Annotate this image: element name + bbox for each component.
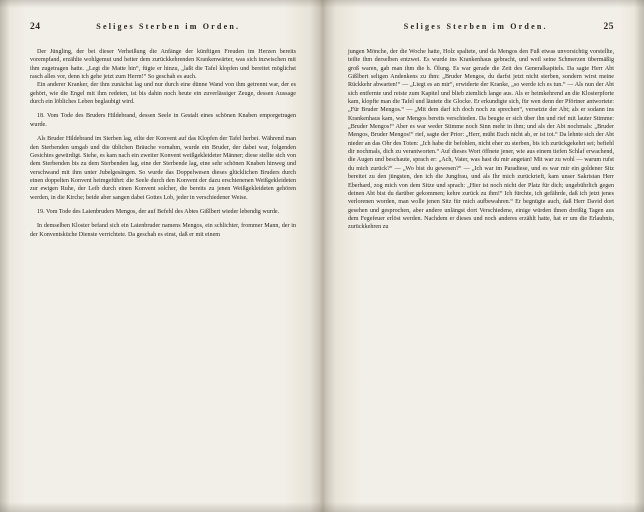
- section-number: 19.: [37, 208, 45, 215]
- right-page: [322, 0, 644, 512]
- left-page-header: [30, 22, 296, 38]
- section-heading-18: [30, 112, 296, 129]
- right-running-title: Seliges Sterben im Orden.: [403, 22, 548, 31]
- section-number: 18.: [37, 113, 45, 120]
- left-running-title: Seliges Sterben im Orden.: [96, 22, 241, 31]
- paragraph: jungen Mönche, der die Woche hatte, Holz spaltete, und da Mengos den Fuß etwas unvorsichtig vorstellte, teilte ihm derselben entzwei. Es wurde ins Krankenhaus gebracht, und weil seine Schmerzen übermäßig groß waren, gab man ihm die h. Ölung. Es war gerade die Zeit des Generalkapitels. Da sagte Herr Abt Gißlbert seligen Andenkens zu ihm: „Bruder Mengos, du darfst jetzt nicht sterben, sondern wirst meine Rückkehr abwarten!“ — „Liegt es an mir“, erwiderte der Kranke, „so werde ich es tun.“ — Als nun der Abt sich entfernte und reiste zum Kapitel und blieb ziemlich lange aus. Als er heimkehrend an die Klosterpforte kam, klopfte man die Tafel und läutete die Glocke. Er erkundigte sich, für wen denn der Pförtner antwortete: „Für Bruder Mengos.“ — „Mit dem darf ich doch noch zu sprechen“, versetzte der Abt; als er sodann ins Krankenhaus kam, war Mengos bereits verschieden. Da beugte er sich über ihn und rief mit lauter Stimme: „Bruder Mengos!“ Aber es war weder Stimme noch Sinn mehr in ihm; und als der Abt nochmals: „Bruder Mengos, Bruder Mengos!“ rief, sagte der Prior: „Herr, müht Euch nicht ab, er ist tot.“ Da lehnte sich der Abt nieder an das Ohr des Toten: „Ich habe dir befohlen, nicht eher zu sterben, bis ich zurückgekehrt sei; befiehl dir nochmals, dich zu verantworten.“ Auf dieses Wort öffnete jener, wie aus einem tiefen Schlaf erwachend, die Augen und beschaute, sprach er: „Ach, Vater, was hast du mir angetan! Mit war zu wohl — warum rufst du mich zurück?“ — „Wo bist du gewesen?“ — „Ich war im Paradiese, und es war mir ein goldener Sitz bereitet zu den jüngsten, den ich die Jungfrau, und als Ihr mich zurückrieft, kam unser Sakristan Herr Eberhard, zog mich von dem Sitze und sprach: „Hier ist noch nicht der Platz für dich; ungebührlich gegen deinen Abt bist du darüber gekommen; kehre zurück zu ihm!“ Ich fürchte, ich gefährde, daß ich jetzt jenes verlorenen worden, man wolle jenen Sitz für mich aufbewahren.“ Er begnügte auch, daß Herr David dort gesehen und gesprochen, aber andere unlängst dort Verschiedene, einige würden ihnen dreißig Tagen aus dem Fegefeuer erlöst werden. Nachdem er dieses und noch anderes erzählt hatte, hat er um die Erlaubnis, zurückkehren zu: [348, 49, 614, 231]
- left-page-folio: 24: [30, 22, 41, 32]
- right-page-header: [348, 22, 614, 38]
- paragraph: Der Jüngling, der bei dieser Verheißung die Anfänge der künftigen Freuden im Herzen bereits vorempfand, erzählte wohlgemut und heiter dem zurückkehrenden Krankenwärter, was sich inzwischen mit ihm zugetragen hatte. „Legt die Matte hin“, fügte er hinzu, „laßt die Tafel klopfen und bereitet möglichst rasch alles vor, denn ich gehe jetzt zum Herrn!“ So geschah es auch.: [30, 49, 296, 81]
- section-heading-text: Vom Tode des Laienbruders Mengos, der auf Befehl des Abtes Gißlbert wieder lebendig wurde.: [46, 208, 280, 215]
- right-page-folio: 25: [603, 22, 614, 32]
- right-page-body: [348, 48, 614, 232]
- left-page-body: [30, 48, 296, 239]
- paragraph: In demselben Kloster befand sich ein Laienbruder namens Mengos, ein schlichter, frommer Mann, der in der Konventsküche Dienste verrichtete. Da geschah es einst, daß er mit einem: [30, 223, 296, 238]
- paragraph: Ein anderer Kranker, der ihm zunächst lag und nur durch eine dünne Wand von ihm getrennt war, der es gehört, wie die Engel mit ihm redeten, ist bis dahin noch heute ein zuverlässiger Zeuge, dessen Aussage durch ein löbliches Leben beglaubigt wird.: [30, 82, 296, 106]
- section-heading-text: Vom Tode des Bruders Hildebrand, dessen Seele in Gestalt eines schönen Knaben emporgetragen wurde.: [30, 113, 296, 128]
- paragraph: Als Bruder Hildebrand im Sterben lag, eilte der Konvent auf das Klopfen der Tafel herbei. Während man den Sterbenden umgab und die üblichen Bräuche vornahm, wurde ein Bruder, der dabei war, folgenden Gesichtes gewürdigt. Siehe, es kam nach ein zweiter Konvent weißgekleideter Männer; diese stellte sich von dem Sterbenden bis zu dem Sterbenden lag, eine der Sterbende lag, eine sehr schönen Knaben hinweg und verschwand mit ihm unter Jubelgesängen. So wurde das Doppelwesen dieses glücklichen Bruders durch einen doppelten Konvent heimgeführt: die Seele durch den Konvent der dazu erschienenen Weißgekleideten zur ewigen Ruhe, der Leib durch einen Konvent solcher, die bereits zu jenen Weißgekleideten gehören werden, in die Kirche; beide aber sangen dabei Gottes Lob, jeder in verschiedener Weise.: [30, 136, 296, 201]
- section-heading-19: [30, 208, 296, 216]
